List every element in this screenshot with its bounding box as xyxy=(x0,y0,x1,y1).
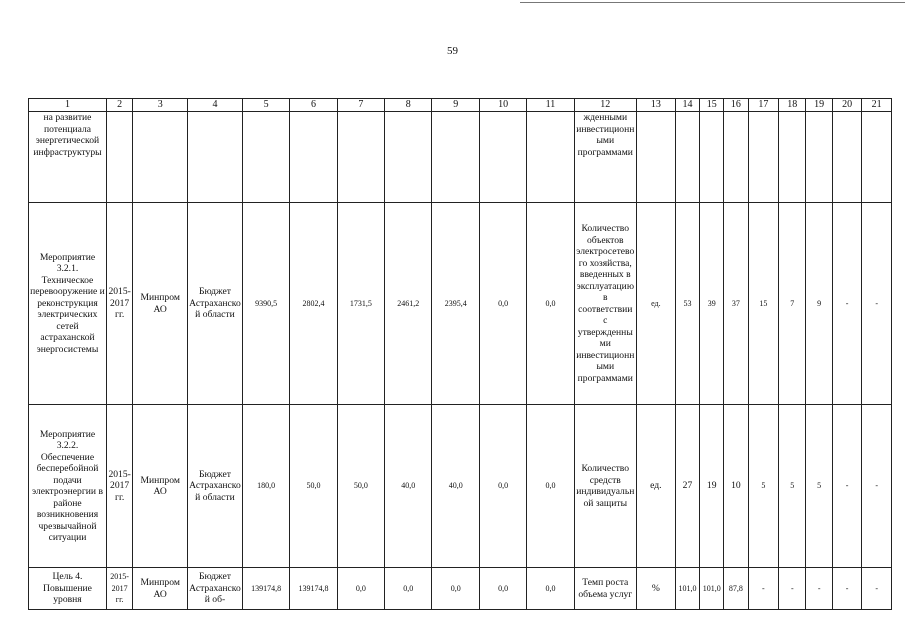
table-cell: Количество объектов электросетевого хозяйства, введенных в эксплуатацию в соответствии с утвержденными инвестиционными программами xyxy=(574,203,636,405)
table-cell: 19 xyxy=(700,405,724,568)
table-cell: ед. xyxy=(636,203,675,405)
table-cell xyxy=(385,112,432,203)
table-cell: - xyxy=(862,203,892,405)
table-cell: 50,0 xyxy=(337,405,384,568)
header-cell: 10 xyxy=(479,99,526,112)
table-cell: 27 xyxy=(675,405,699,568)
table-cell: - xyxy=(779,568,806,610)
table-cell: 50,0 xyxy=(290,405,337,568)
table-cell xyxy=(290,112,337,203)
table-cell xyxy=(832,112,862,203)
header-cell: 19 xyxy=(806,99,832,112)
header-cell: 1 xyxy=(29,99,107,112)
table-cell: - xyxy=(832,568,862,610)
table-cell: 0,0 xyxy=(527,405,574,568)
table-cell: 139174,8 xyxy=(290,568,337,610)
table-cell: 53 xyxy=(675,203,699,405)
program-table xyxy=(28,98,892,610)
table-cell: 2395,4 xyxy=(432,203,479,405)
table-cell xyxy=(106,112,132,203)
table-cell xyxy=(242,112,289,203)
table-cell: Мероприятие 3.2.1. Техническое перевооружение и реконструкция электрических сетей астраханской энергосистемы xyxy=(29,203,107,405)
table-cell xyxy=(337,112,384,203)
table-cell xyxy=(133,112,188,203)
header-cell: 3 xyxy=(133,99,188,112)
table-cell xyxy=(432,112,479,203)
table-cell: - xyxy=(832,203,862,405)
table-cell: 40,0 xyxy=(432,405,479,568)
table-cell: Минпром АО xyxy=(133,203,188,405)
table-cell: - xyxy=(832,405,862,568)
table-cell: 5 xyxy=(806,405,832,568)
table-cell: 2015-2017 гг. xyxy=(106,405,132,568)
table-cell: 101,0 xyxy=(700,568,724,610)
table-cell: 5 xyxy=(748,405,779,568)
table-cell xyxy=(806,112,832,203)
table-cell: 40,0 xyxy=(385,405,432,568)
table-cell: - xyxy=(862,405,892,568)
header-cell: 17 xyxy=(748,99,779,112)
header-cell: 5 xyxy=(242,99,289,112)
table-cell: 15 xyxy=(748,203,779,405)
header-cell: 12 xyxy=(574,99,636,112)
table-cell: - xyxy=(806,568,832,610)
table-cell: 0,0 xyxy=(527,203,574,405)
table-cell xyxy=(479,112,526,203)
table-cell xyxy=(527,112,574,203)
table-cell: 101,0 xyxy=(675,568,699,610)
table-cell xyxy=(675,112,699,203)
table-cell xyxy=(700,112,724,203)
table-cell: Минпром АО xyxy=(133,405,188,568)
table-cell: 0,0 xyxy=(527,568,574,610)
header-cell: 20 xyxy=(832,99,862,112)
table-cell: 0,0 xyxy=(479,568,526,610)
table-cell: Бюджет Астраханской об- xyxy=(188,568,243,610)
table-cell: 2015-2017 гг. xyxy=(106,203,132,405)
header-cell: 2 xyxy=(106,99,132,112)
table-cell: ед. xyxy=(636,405,675,568)
table-cell: 9 xyxy=(806,203,832,405)
table-cell: жденными инвестиционными программами xyxy=(574,112,636,203)
header-cell: 14 xyxy=(675,99,699,112)
page-number: 59 xyxy=(447,45,458,57)
header-cell: 21 xyxy=(862,99,892,112)
table-cell: 37 xyxy=(724,203,748,405)
table-cell: % xyxy=(636,568,675,610)
table-row xyxy=(29,568,892,610)
table-cell xyxy=(748,112,779,203)
table-cell: Мероприятие 3.2.2. Обеспечение бесперебойной подачи электроэнергии в районе возникновения чрезвычайной ситуации xyxy=(29,405,107,568)
table-cell: 87,8 xyxy=(724,568,748,610)
header-cell: 13 xyxy=(636,99,675,112)
table-cell: Минпром АО xyxy=(133,568,188,610)
table-cell: 139174,8 xyxy=(242,568,289,610)
header-cell: 15 xyxy=(700,99,724,112)
table-cell: 2802,4 xyxy=(290,203,337,405)
header-cell: 8 xyxy=(385,99,432,112)
table-cell: Бюджет Астраханской области xyxy=(188,405,243,568)
header-row xyxy=(29,99,892,112)
header-cell: 6 xyxy=(290,99,337,112)
table-cell xyxy=(779,112,806,203)
table-cell: 5 xyxy=(779,405,806,568)
table-cell xyxy=(188,112,243,203)
header-cell: 9 xyxy=(432,99,479,112)
table-cell: 2015-2017 гг. xyxy=(106,568,132,610)
table-cell: 0,0 xyxy=(479,405,526,568)
header-cell: 18 xyxy=(779,99,806,112)
table-row xyxy=(29,112,892,203)
header-cell: 7 xyxy=(337,99,384,112)
table-cell: 1731,5 xyxy=(337,203,384,405)
table-cell: 0,0 xyxy=(479,203,526,405)
table-cell: на развитие потенциала энергетической инфраструктуры xyxy=(29,112,107,203)
table-row xyxy=(29,203,892,405)
table-cell: Количество средств индивидуальной защиты xyxy=(574,405,636,568)
table-cell: - xyxy=(862,568,892,610)
header-cell: 16 xyxy=(724,99,748,112)
table-cell: 0,0 xyxy=(385,568,432,610)
table-cell: - xyxy=(748,568,779,610)
table-cell: Темп роста объема услуг xyxy=(574,568,636,610)
table-cell xyxy=(862,112,892,203)
table-cell: Цель 4. Повышение уровня xyxy=(29,568,107,610)
table-cell: 0,0 xyxy=(432,568,479,610)
header-cell: 11 xyxy=(527,99,574,112)
top-rule-line xyxy=(520,2,905,3)
table-cell: 0,0 xyxy=(337,568,384,610)
header-cell: 4 xyxy=(188,99,243,112)
table-cell: 39 xyxy=(700,203,724,405)
table-cell: 2461,2 xyxy=(385,203,432,405)
table-cell xyxy=(636,112,675,203)
table-cell: Бюджет Астраханской области xyxy=(188,203,243,405)
table-cell: 10 xyxy=(724,405,748,568)
table-cell: 180,0 xyxy=(242,405,289,568)
table-cell: 7 xyxy=(779,203,806,405)
table-row xyxy=(29,405,892,568)
table-cell xyxy=(724,112,748,203)
table-cell: 9390,5 xyxy=(242,203,289,405)
